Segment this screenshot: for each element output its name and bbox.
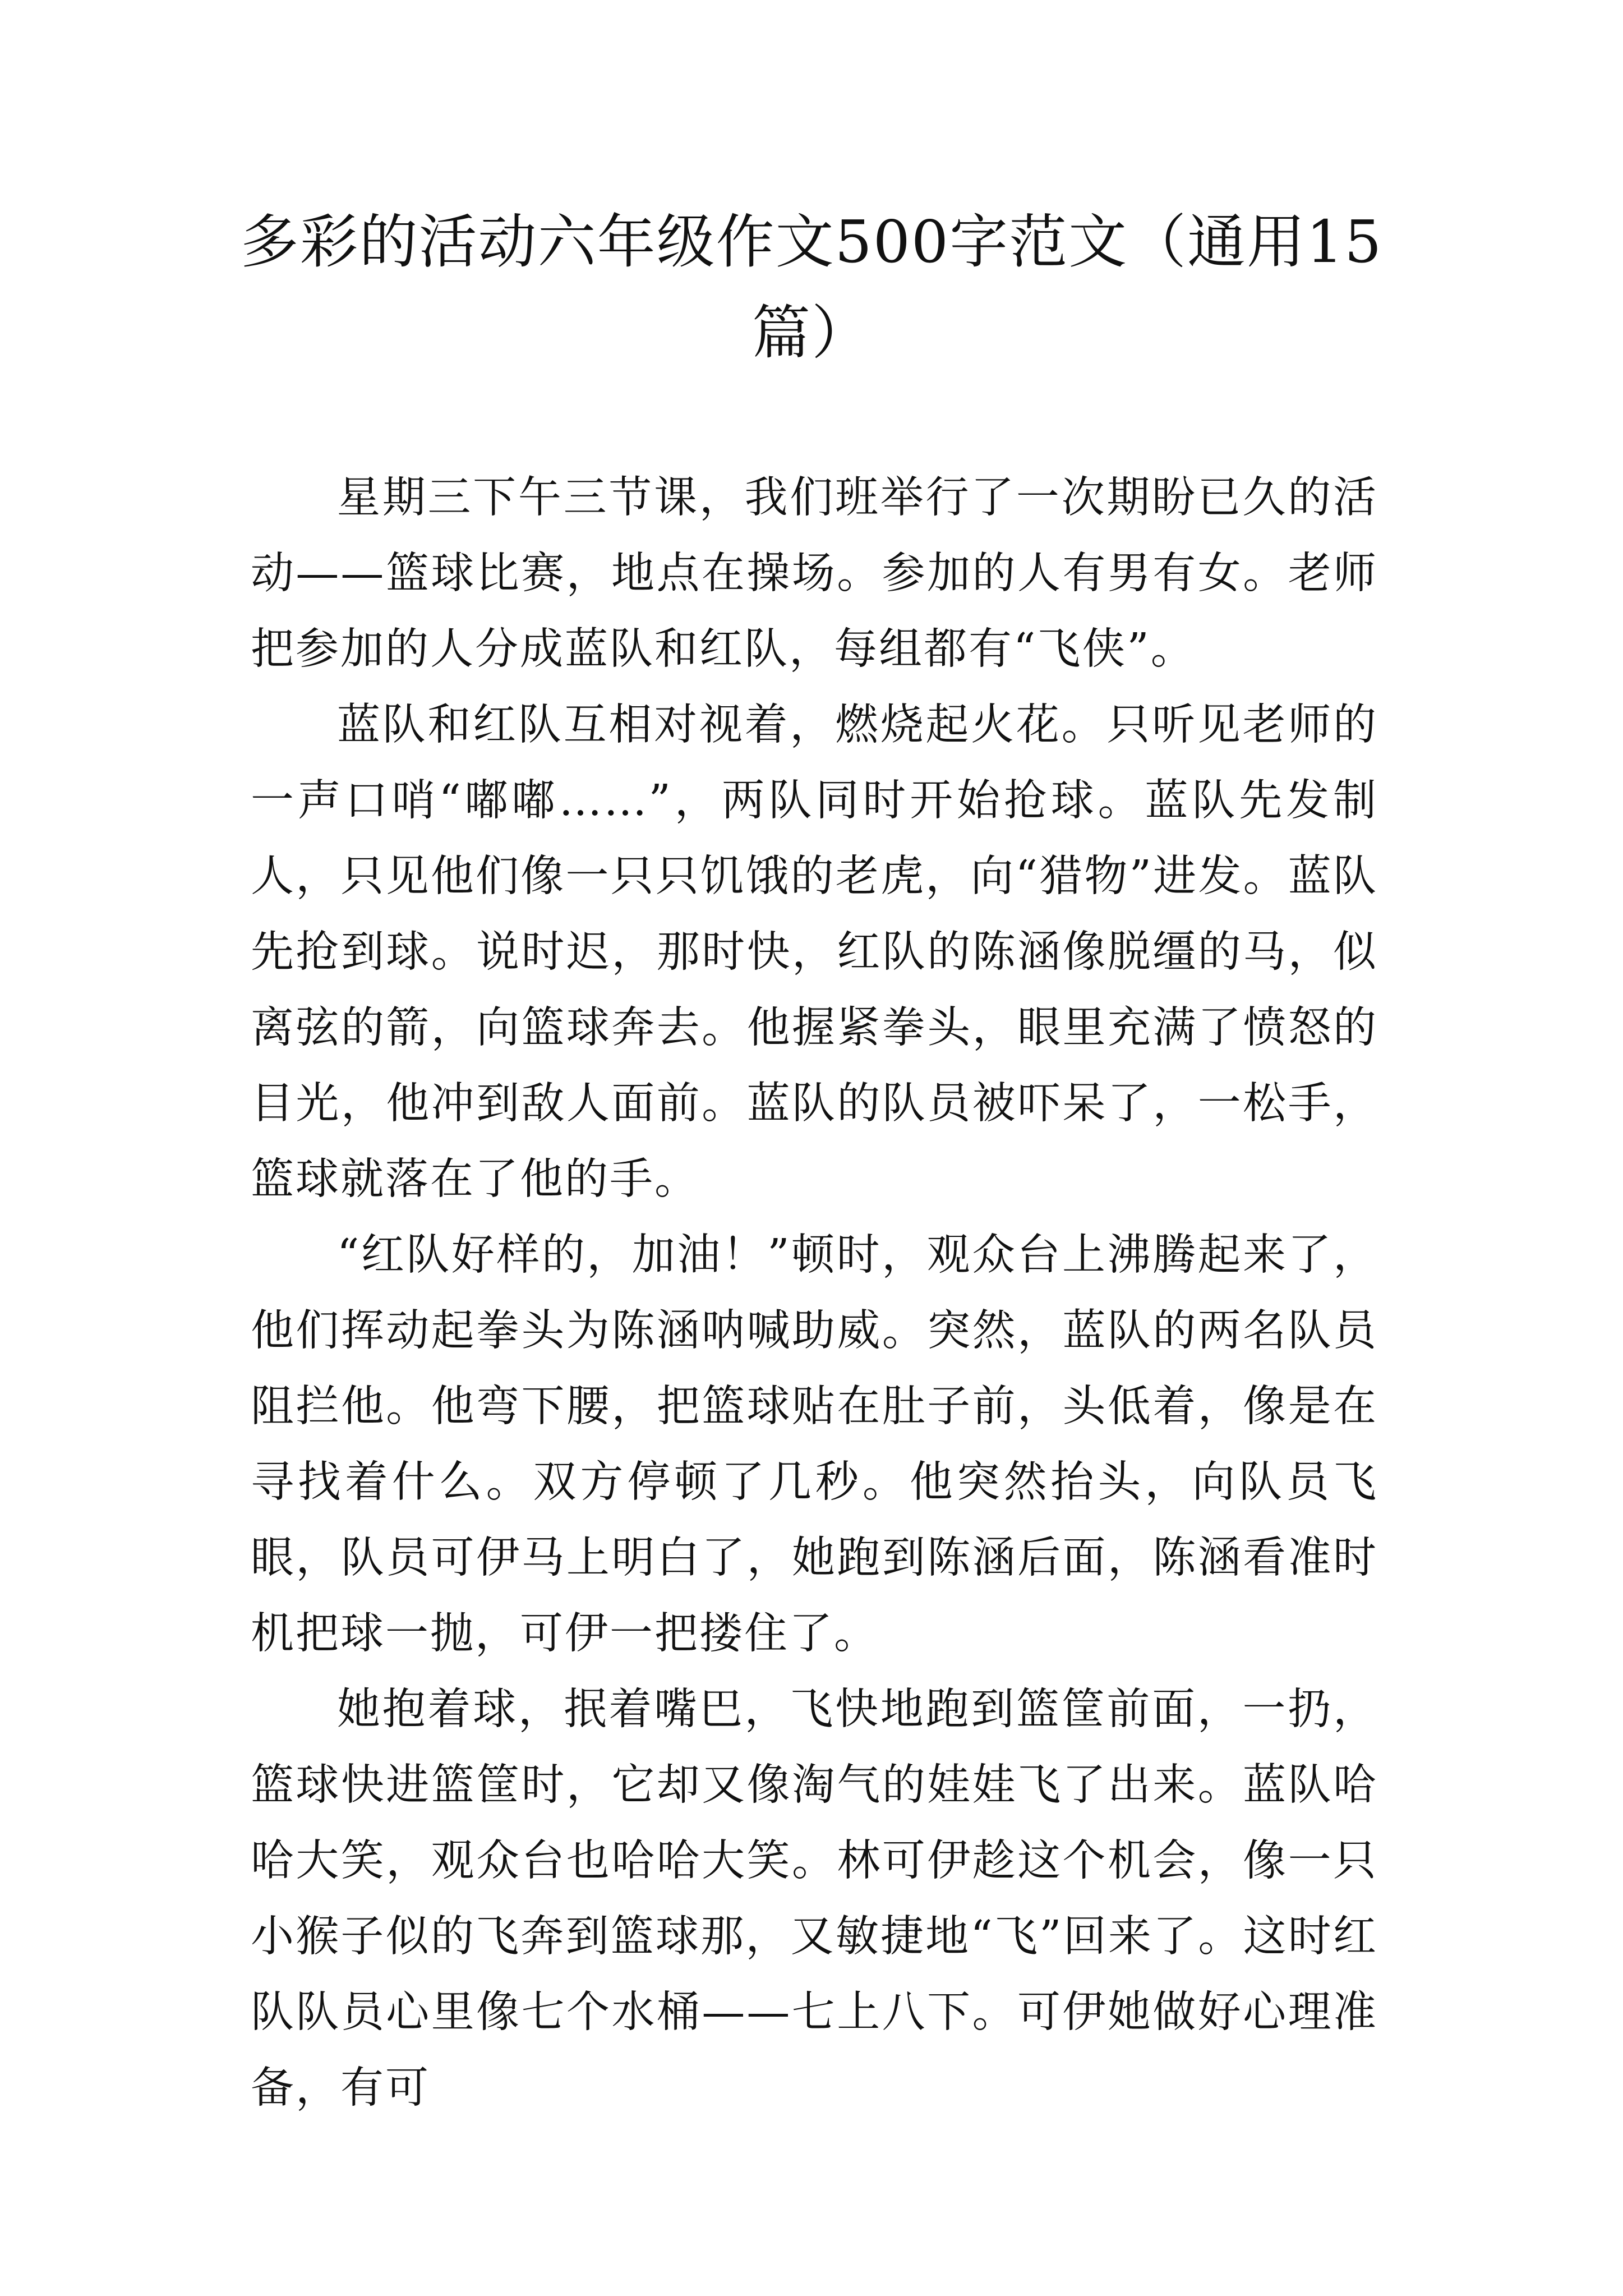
paragraph: 她抱着球，抿着嘴巴，飞快地跑到篮筐前面，一扔，篮球快进篮筐时，它却又像淘气的娃娃飞了出来。蓝队哈哈大笑，观众台也哈哈大笑。林可伊趁这个机会，像一只小猴子似的飞奔到篮球那，又敏捷地“飞”回来了。这时红队队员心里像七个水桶——七上八下。可伊她做好心理准备，有可	[251, 1685, 1378, 2113]
document-title: 多彩的活动六年级作文500字范文（通用15篇）	[240, 208, 1383, 367]
paragraph: 蓝队和红队互相对视着，燃烧起火花。只听见老师的一声口哨“嘟嘟……”，两队同时开始抢球。蓝队先发制人，只见他们像一只只饥饿的老虎，向“猎物”进发。蓝队先抢到球。说时迟，那时快，红队的陈涵像脱缰的马，似离弦的箭，向篮球奔去。他握紧拳头，眼里充满了愤怒的目光，他冲到敌人面前。蓝队的队员被吓呆了，一松手，篮球就落在了他的手。	[251, 700, 1378, 1204]
paragraph: “红队好样的，加油！”顿时，观众台上沸腾起来了，他们挥动起拳头为陈涵呐喊助威。突然，蓝队的两名队员阻拦他。他弯下腰，把篮球贴在肚子前，头低着，像是在寻找着什么。双方停顿了几秒。他突然抬头，向队员飞眼，队员可伊马上明白了，她跑到陈涵后面，陈涵看准时机把球一抛，可伊一把搂住了。	[251, 1230, 1378, 1659]
paragraph: 星期三下午三节课，我们班举行了一次期盼已久的活动——篮球比赛，地点在操场。参加的人有男有女。老师把参加的人分成蓝队和红队，每组都有“飞侠”。	[251, 473, 1378, 674]
document-body	[251, 460, 1378, 2126]
